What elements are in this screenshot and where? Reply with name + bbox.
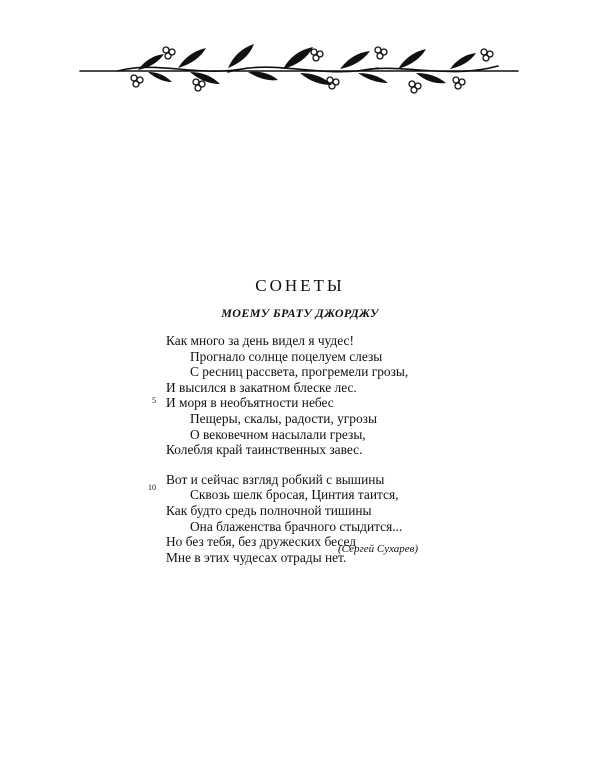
poem-line: Вот и сейчас взгляд робкий с вышины — [166, 471, 385, 487]
poem-line: Пещеры, скалы, радости, угрозы — [190, 410, 377, 426]
poem-line: Как будто средь полночной тишины — [166, 502, 372, 518]
stanza-break — [166, 458, 466, 472]
poem-line: Мне в этих чудесах отрады нет. — [166, 549, 347, 565]
poem-line: Прогнало солнце поцелуем слезы — [190, 348, 383, 364]
floral-vine-ornament-icon — [78, 38, 520, 98]
poem-line-with-number — [152, 395, 466, 411]
section-title: СОНЕТЫ — [255, 276, 345, 295]
poem-line-text: Сквозь шелк бросая, Цинтия таится, — [190, 487, 399, 503]
poem-line-with-number — [148, 483, 466, 503]
poem-line: С ресниц рассвета, прогремели грозы, — [190, 364, 409, 380]
poem-line: И высился в закатном блеске лес. — [166, 379, 357, 395]
translator-credit: (Сергей Сухарев) — [338, 543, 419, 555]
line-number: 10 — [148, 483, 156, 493]
poem-dedication: МОЕМУ БРАТУ ДЖОРДЖУ — [221, 306, 379, 320]
line-number: 5 — [152, 396, 156, 406]
poem-line: Она блаженства брачного стыдится... — [190, 518, 403, 534]
poem-line: О вековечном насылали грезы, — [190, 426, 366, 442]
poem — [148, 333, 466, 565]
poem-line: Колебля край таинственных завес. — [166, 442, 363, 458]
poem-line: Как много за день видел я чудес! — [166, 333, 354, 348]
poem-line-text: И моря в необъятности небес — [166, 395, 334, 411]
poem-line: Но без тебя, без дружеских бесед — [166, 534, 357, 550]
